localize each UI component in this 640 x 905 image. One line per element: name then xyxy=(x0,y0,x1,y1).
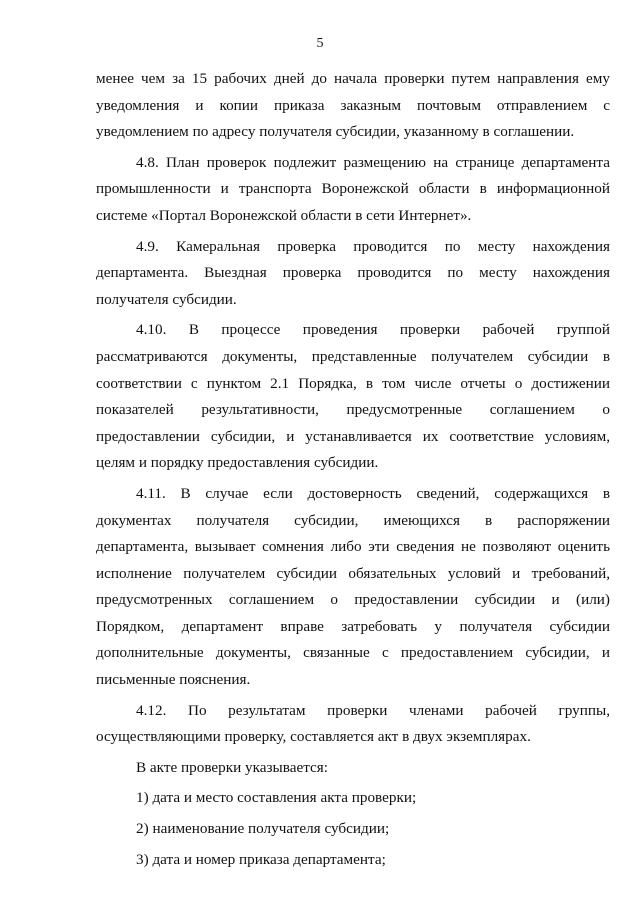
text-line: 4.8. План проверок подлежит размещению на странице департамента xyxy=(136,153,610,171)
text-line: Порядком, департамент вправе затребовать у получателя субсидии xyxy=(96,617,610,635)
list-item xyxy=(96,816,610,843)
text-line: 1) дата и место составления акта проверки; xyxy=(136,789,417,807)
paragraph-4-9 xyxy=(96,234,610,314)
text-line: предоставлении субсидии, и устанавливается их соответствие условиям, xyxy=(96,427,610,445)
text-line: 3) дата и номер приказа департамента; xyxy=(136,850,386,868)
text-line: департамента, вызывает сомнения либо эти сведения не позволяют оценить xyxy=(96,538,610,556)
text-line: департамента. Выездная проверка проводится по месту нахождения xyxy=(96,264,610,282)
text-line: уведомлением по адресу получателя субсидии, указанному в соглашении. xyxy=(96,123,575,141)
text-line: 4.9. Камеральная проверка проводится по месту нахождения xyxy=(136,237,610,255)
list-item xyxy=(96,785,610,812)
paragraph-act-contents xyxy=(96,755,610,782)
text-line: осуществляющими проверку, составляется акт в двух экземплярах. xyxy=(96,728,531,746)
paragraph-4-12 xyxy=(96,698,610,751)
text-line: уведомления и копии приказа заказным почтовым отправлением с xyxy=(96,96,610,114)
document-body xyxy=(96,66,610,873)
paragraph-continuation xyxy=(96,66,610,146)
text-line: соответствии с пунктом 2.1 Порядка, в том числе отчеты о достижении xyxy=(96,374,610,392)
paragraph-4-8 xyxy=(96,150,610,230)
text-line: документах получателя субсидии, имеющихся в распоряжении xyxy=(96,511,610,529)
text-line: 4.11. В случае если достоверность сведений, содержащихся в xyxy=(136,484,610,502)
text-line: получателя субсидии. xyxy=(96,290,237,308)
text-line: письменные пояснения. xyxy=(96,671,251,689)
paragraph-4-11 xyxy=(96,481,610,694)
text-line: целям и порядку предоставления субсидии. xyxy=(96,454,379,472)
paragraph-4-10 xyxy=(96,317,610,477)
text-line: предусмотренных соглашением о предоставлении субсидии и (или) xyxy=(96,591,610,609)
text-line: 2) наименование получателя субсидии; xyxy=(136,820,390,838)
text-line: менее чем за 15 рабочих дней до начала проверки путем направления ему xyxy=(96,70,610,87)
text-line: дополнительные документы, связанные с предоставлением субсидии, и xyxy=(96,644,610,662)
text-line: показателей результативности, предусмотренные соглашением о xyxy=(96,401,610,419)
list-item xyxy=(96,847,610,874)
text-line: исполнение получателем субсидии обязательных условий и требований, xyxy=(96,564,610,582)
text-line: рассматриваются документы, представленные получателем субсидии в xyxy=(96,347,610,365)
text-line: В акте проверки указывается: xyxy=(136,758,328,776)
text-line: системе «Портал Воронежской области в сети Интернет». xyxy=(96,206,472,224)
page-number: 5 xyxy=(316,36,324,51)
text-line: 4.12. По результатам проверки членами рабочей группы, xyxy=(136,701,610,719)
text-line: промышленности и транспорта Воронежской области в информационной xyxy=(96,180,610,198)
text-line: 4.10. В процессе проведения проверки рабочей группой xyxy=(136,321,610,339)
